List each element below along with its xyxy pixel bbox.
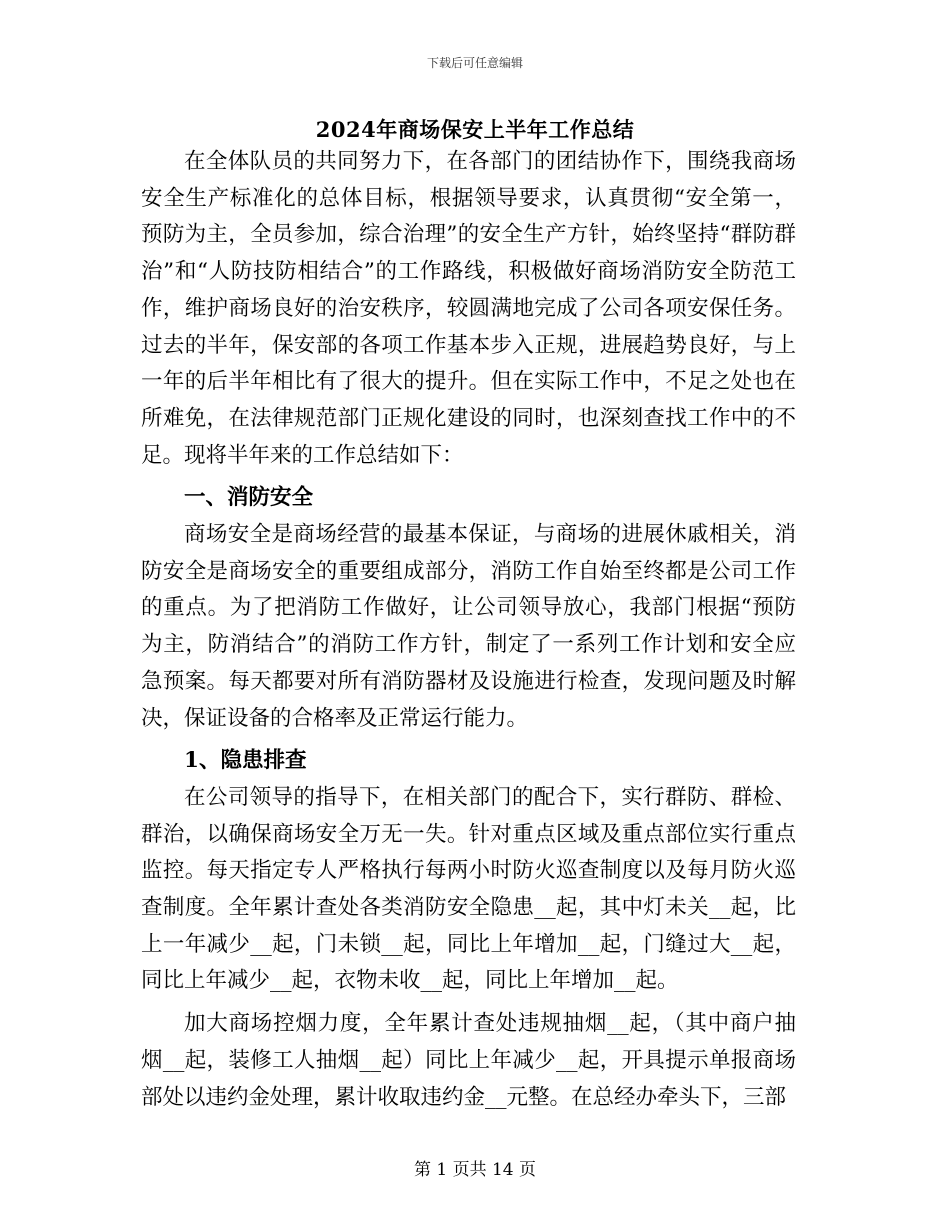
smoking-control-paragraph: 加大商场控烟力度，全年累计查处违规抽烟__起，（其中商户抽烟__起，装修工人抽烟__起）同比上年减少__起，开具提示单报商场部处以违约金处理，累计收取违约金__元整。在总经办牵头下，三部 bbox=[141, 1011, 796, 1110]
page-number-footer: 第 1 页共 14 页 bbox=[413, 1160, 537, 1180]
document-title: 2024年商场保安上半年工作总结 bbox=[315, 117, 635, 142]
section-heading-fire-safety: 一、消防安全 bbox=[184, 485, 314, 511]
intro-paragraph: 在全体队员的共同努力下，在各部门的团结协作下，围绕我商场安全生产标准化的总体目标，根据领导要求，认真贯彻“安全第一，预防为主，全员参加，综合治理”的安全生产方针，始终坚持“群防群治”和“人防技防相结合”的工作路线，积极做好商场消防安全防范工作，维护商场良好的治安秩序，较圆满地完成了公司各项安保任务。过去的半年，保安部的各项工作基本步入正规，进展趋势良好，与上一年的后半年相比有了很大的提升。但在实际工作中，不足之处也在所难免，在法律规范部门正规化建设的同时，也深刻查找工作中的不足。现将半年来的工作总结如下： bbox=[141, 149, 796, 468]
subsection-heading-hazard-check: 1、隐患排查 bbox=[184, 748, 307, 774]
hazard-check-paragraph: 在公司领导的指导下，在相关部门的配合下，实行群防、群检、群治，以确保商场安全万无一失。针对重点区域及重点部位实行重点监控。每天指定专人严格执行每两小时防火巡查制度以及每月防火巡查制度。全年累计查处各类消防安全隐患__起，其中灯未关__起，比上一年减少__起，门未锁__起，同比上年增加__起，门缝过大__起，同比上年减少__起，衣物未收__起，同比上年增加__起。 bbox=[141, 784, 796, 994]
header-note: 下载后可任意编辑 bbox=[426, 56, 523, 70]
document-body bbox=[141, 144, 796, 1116]
fire-safety-paragraph: 商场安全是商场经营的最基本保证，与商场的进展休戚相关，消防安全是商场安全的重要组成部分，消防工作自始至终都是公司工作的重点。为了把消防工作做好，让公司领导放心，我部门根据“预防为主，防消结合”的消防工作方针，制定了一系列工作计划和安全应急预案。每天都要对所有消防器材及设施进行检查，发现问题及时解决，保证设备的合格率及正常运行能力。 bbox=[141, 522, 796, 731]
